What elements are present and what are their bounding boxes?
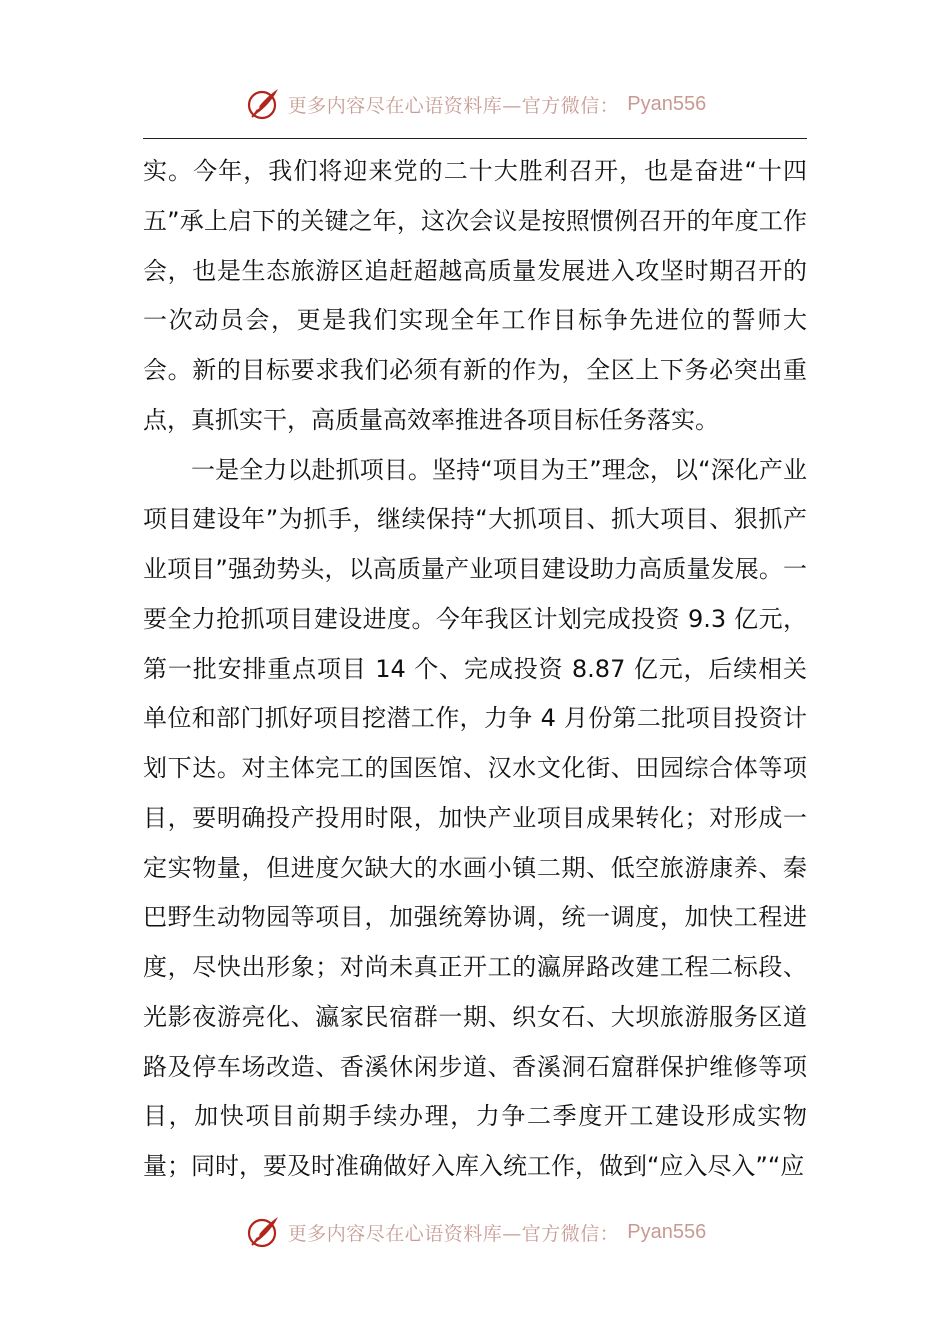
header-wechat-handle: Pyan556 bbox=[627, 92, 707, 115]
paragraph-projects: 一是全力以赴抓项目。坚持“项目为王”理念，以“深化产业项目建设年”为抓手，继续保持“大抓项目、抓大项目、狠抓产业项目”强劲势头，以高质量产业项目建设助力高质量发展。一要全力抢抓项目建设进度。今年我区计划完成投资 9.3 亿元，第一批安排重点项目 14 个、完成投资 8.87 亿元，后续相关单位和部门抓好项目挖潜工作，力争 4 月份第二批项目投资计划下达。对主体完工的国医馆、汉水文化街、田园综合体等项目，要明确投产投用时限，加快产业项目成果转化；对形成一定实物量，但进度欠缺大的水画小镇二期、低空旅游康养、秦巴野生动物园等项目，加强统筹协调，统一调度，加快工程进度，尽快出形象；对尚未真正开工的瀛屏路改建工程二标段、光影夜游亮化、瀛家民宿群一期、织女石、大坝旅游服务区道路及停车场改造、香溪休闲步道、香溪洞石窟群保护维修等项目，加快项目前期手续办理，力争二季度开工建设形成实物量；同时，要及时准确做好入库入统工作，做到“应入尽入”“应 bbox=[143, 455, 807, 1180]
page-header-banner bbox=[0, 82, 950, 126]
quill-pen-logo-icon bbox=[244, 1213, 282, 1251]
header-banner-text: 更多内容尽在心语资料库—官方微信： bbox=[287, 94, 620, 117]
paragraph-continuation: 实。今年，我们将迎来党的二十大胜利召开，也是奋进“十四五”承上启下的关键之年，这次会议是按照惯例召开的年度工作会，也是生态旅游区追赶超越高质量发展进入攻坚时期召开的一次动员会，更是我们实现全年工作目标争先进位的誓师大会。新的目标要求我们必须有新的作为，全区上下务必突出重点，真抓实干，高质量高效率推进各项目标任务落实。 bbox=[143, 157, 807, 434]
footer-wechat-handle: Pyan556 bbox=[627, 1220, 707, 1243]
footer-banner-text: 更多内容尽在心语资料库—官方微信： bbox=[287, 1222, 620, 1245]
quill-pen-logo-icon bbox=[244, 85, 282, 123]
page-footer-banner bbox=[0, 1210, 950, 1254]
document-body bbox=[143, 147, 807, 1192]
header-divider bbox=[143, 138, 807, 139]
